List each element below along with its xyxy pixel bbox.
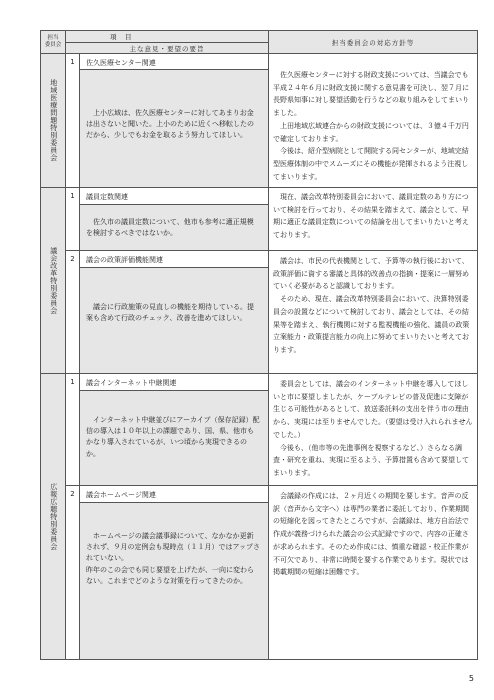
item-title: 議会の政策評価機能関連 [86, 256, 163, 264]
page-number: 5 [468, 674, 474, 683]
item-title: 議会ホームページ関連 [86, 491, 156, 499]
committee-name: 地域医療問題特別委員会 [41, 54, 65, 187]
header-opinion: 主な意見・要望の要旨 [66, 43, 268, 53]
response-paragraph: 委員会としては、議会のインターネット中継を導入してほしいと市に要望しましたが、ケーブルテレビの普及促進に支障が生じる可能性があるとして、放送委託料の支出を伴う市の理由から、実現には至りませんでした。（要望は受け入れられませんでした。） [273, 380, 473, 439]
item-number: 1 [70, 58, 75, 66]
item-title: 佐久医療センター関連 [86, 59, 156, 67]
item-number: 2 [70, 490, 75, 498]
response-paragraph: 今後も、（他市等の先進事例を視察するなど、）さらなる調査・研究を重ね、実現に至るよう、予算措置も含めて要望してまいります。 [273, 443, 469, 477]
opinion-text: 上小広域は、佐久医療センターに対してあまりお金は出さないと聞いた。上小のために近くへ移転したのだから、少しでもお金を取るよう努力してほしい。 [86, 109, 254, 140]
response-text [273, 490, 473, 579]
opinion-text: 佐久市の議員定数について、他市も参考に適正規模を検討するべきではないか。 [86, 218, 254, 238]
response-text [273, 378, 473, 480]
response-table [40, 30, 478, 660]
opinion-text: ホームページの議会議事録について、なかなか更新されず、９月の定例会も現時点（１１月）ではアップされていない。 昨年のこの会でも同じ要望を上げたが、一向に変わらない。これまでどのような対策を行ってきたのか。 [86, 532, 260, 585]
response-paragraph: 佐久医療センターに対する財政支援については、当議会でも平成２４年６月に財政支援に関する意見書を可決し、翌７月に長野県知事に対し要望活動を行うなどの取り組みをしてまいりました。 [273, 71, 469, 118]
header-item: 項 目 [66, 31, 268, 42]
committee-name: 議会改革特別委員会 [41, 188, 65, 373]
opinion-box [80, 502, 268, 659]
header-committee: 担当 委員会 [41, 31, 65, 53]
opinion-box [80, 390, 268, 485]
response-text [273, 255, 473, 357]
response-paragraph: 会議録の作成には、２ヶ月近くの期間を要します。音声の反訳（音声から文字へ）は専門の業者に委託しており、作業期間の短縮化を図ってきたところですが、会議録は、地方自治法で作成が義務づけられた議会の公式記録ですので、内容の正確さが求められます。そのため作成には、慎重な確認・校正作業が不可欠であり、非常に時間を要する作業であります。現状では掲載期間の短縮は困難です。 [273, 492, 469, 577]
item-title: 議会インターネット中継関連 [86, 379, 177, 387]
response-paragraph: 議会は、市民の代表機関として、予算等の執行後において、政策評価に資する審議と具体的改善点の指摘・提案に一層努めていく必要があると認識しております。 [273, 257, 469, 291]
response-paragraph: そのため、現在、議会改革特別委員会において、決算特別委員会の設置などについて検討しており、議会としては、その結果等を踏まえ、執行機関に対する監視機能の強化、議員の政策立案能力・政策提言能力の向上に努めてまいりたいと考えております。 [273, 295, 470, 354]
opinion-box [80, 204, 268, 250]
response-paragraph: 今後は、紹介型病院として開院する同センターが、地域完結型医療体制の中でスムーズにその機能が発揮されるよう注視してまいります。 [273, 147, 469, 181]
response-paragraph: 現在、議会改革特別委員会において、議員定数のあり方について検討を行っており、その結果を踏まえて、議会として、早期に適正な議員定数についての結論を出してまいりたいと考えております。 [273, 193, 469, 240]
response-text [273, 191, 473, 242]
committee-name: 広報広聴特別委員会 [41, 374, 65, 659]
opinion-box [80, 267, 268, 373]
item-number: 1 [70, 192, 75, 200]
opinion-box [80, 69, 268, 187]
response-paragraph: 上田地域広域連合からの財政支援については、３億４千万円で確定しております。 [273, 121, 469, 143]
item-title: 議員定数関連 [86, 193, 128, 201]
opinion-text: インターネット中継並びにアーカイブ（保存記録）配信の導入は１０年以上の課題であり、国、県、他市もかなり導入されているが、いつ頃から実現できるのか。 [86, 416, 260, 458]
response-text [273, 69, 473, 183]
item-number: 2 [70, 255, 75, 263]
item-number: 1 [70, 378, 75, 386]
header-response: 担当委員会の対応方針等 [269, 31, 477, 53]
opinion-text: 議会に行政施策の見直しの機能を期待している。提案も含めて行政のチェック、改善を進めてほしい。 [86, 303, 254, 323]
